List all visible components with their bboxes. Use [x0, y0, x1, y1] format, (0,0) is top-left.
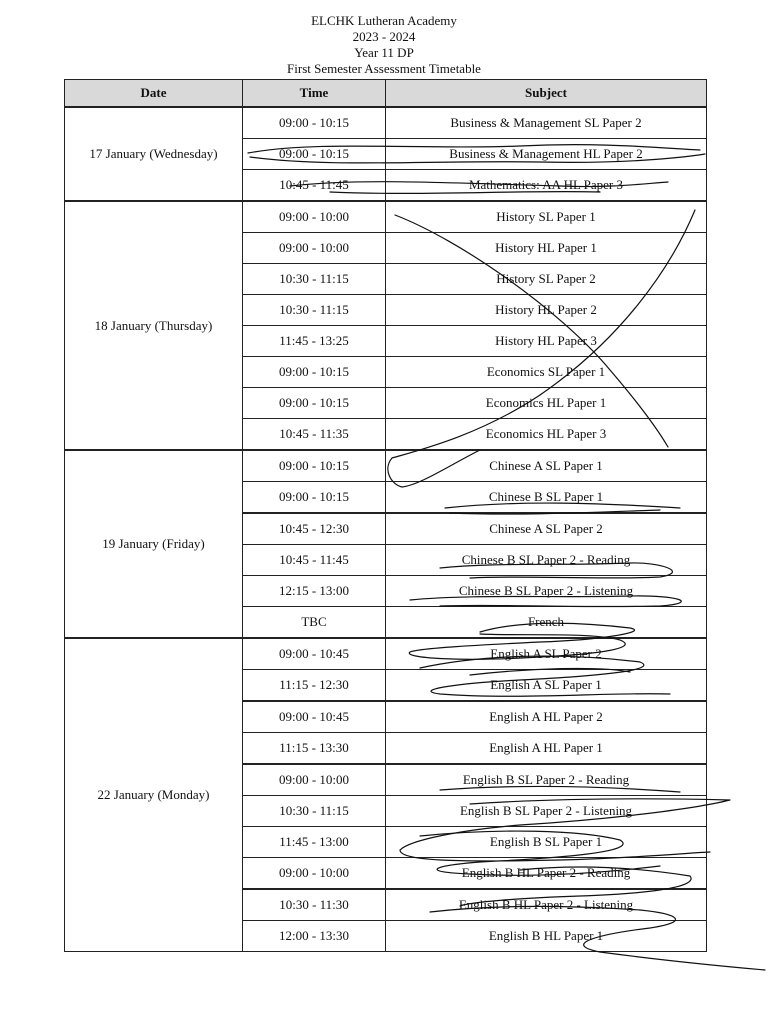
- table-header-row: [65, 80, 707, 108]
- subject-cell: History HL Paper 2: [386, 295, 707, 326]
- time-cell: 09:00 - 10:45: [243, 638, 386, 670]
- grade-level: Year 11 DP: [354, 45, 414, 60]
- subject-cell: History SL Paper 1: [386, 201, 707, 233]
- table-row: [65, 201, 707, 233]
- time-cell: 10:45 - 12:30: [243, 513, 386, 545]
- column-header-subject: Subject: [386, 80, 707, 108]
- subject-cell: Mathematics: AA HL Paper 3: [386, 170, 707, 202]
- date-cell: 19 January (Friday): [65, 450, 243, 638]
- column-header-time: Time: [243, 80, 386, 108]
- subject-cell: Chinese B SL Paper 2 - Reading: [386, 545, 707, 576]
- time-cell: 10:45 - 11:45: [243, 545, 386, 576]
- subject-cell: History SL Paper 2: [386, 264, 707, 295]
- time-cell: 09:00 - 10:00: [243, 764, 386, 796]
- assessment-timetable: [64, 79, 707, 952]
- subject-cell: Chinese A SL Paper 2: [386, 513, 707, 545]
- subject-cell: Economics HL Paper 1: [386, 388, 707, 419]
- subject-cell: English B SL Paper 1: [386, 827, 707, 858]
- subject-cell: Business & Management HL Paper 2: [386, 139, 707, 170]
- subject-cell: English A SL Paper 1: [386, 670, 707, 702]
- date-cell: 22 January (Monday): [65, 638, 243, 952]
- time-cell: 11:45 - 13:00: [243, 827, 386, 858]
- subject-cell: English B SL Paper 2 - Listening: [386, 796, 707, 827]
- time-cell: 10:45 - 11:35: [243, 419, 386, 451]
- time-cell: 12:15 - 13:00: [243, 576, 386, 607]
- table-row: [65, 107, 707, 139]
- time-cell: 09:00 - 10:15: [243, 482, 386, 514]
- time-cell: 09:00 - 10:15: [243, 139, 386, 170]
- time-cell: 09:00 - 10:00: [243, 201, 386, 233]
- subject-cell: English B HL Paper 2 - Reading: [386, 858, 707, 890]
- subject-cell: English B HL Paper 1: [386, 921, 707, 952]
- timetable-body: [65, 107, 707, 952]
- table-row: [65, 638, 707, 670]
- table-row: [65, 450, 707, 482]
- time-cell: 09:00 - 10:00: [243, 233, 386, 264]
- time-cell: 10:30 - 11:15: [243, 295, 386, 326]
- time-cell: 09:00 - 10:15: [243, 388, 386, 419]
- subject-cell: Economics HL Paper 3: [386, 419, 707, 451]
- subject-cell: Business & Management SL Paper 2: [386, 107, 707, 139]
- subject-cell: History HL Paper 1: [386, 233, 707, 264]
- academic-year: 2023 - 2024: [352, 29, 416, 44]
- time-cell: 09:00 - 10:15: [243, 450, 386, 482]
- subject-cell: Chinese B SL Paper 2 - Listening: [386, 576, 707, 607]
- time-cell: 10:30 - 11:15: [243, 264, 386, 295]
- time-cell: 09:00 - 10:15: [243, 357, 386, 388]
- time-cell: 11:45 - 13:25: [243, 326, 386, 357]
- subject-cell: French: [386, 607, 707, 639]
- time-cell: 11:15 - 13:30: [243, 733, 386, 765]
- time-cell: TBC: [243, 607, 386, 639]
- document-header: [0, 13, 768, 77]
- time-cell: 12:00 - 13:30: [243, 921, 386, 952]
- date-cell: 18 January (Thursday): [65, 201, 243, 450]
- subject-cell: English B HL Paper 2 - Listening: [386, 889, 707, 921]
- subject-cell: English A SL Paper 2: [386, 638, 707, 670]
- subject-cell: History HL Paper 3: [386, 326, 707, 357]
- time-cell: 10:30 - 11:30: [243, 889, 386, 921]
- column-header-date: Date: [65, 80, 243, 108]
- document-title: First Semester Assessment Timetable: [287, 61, 481, 76]
- subject-cell: English B SL Paper 2 - Reading: [386, 764, 707, 796]
- subject-cell: Chinese B SL Paper 1: [386, 482, 707, 514]
- time-cell: 09:00 - 10:15: [243, 107, 386, 139]
- time-cell: 11:15 - 12:30: [243, 670, 386, 702]
- date-cell: 17 January (Wednesday): [65, 107, 243, 201]
- time-cell: 09:00 - 10:00: [243, 858, 386, 890]
- school-name: ELCHK Lutheran Academy: [311, 13, 457, 28]
- subject-cell: English A HL Paper 2: [386, 701, 707, 733]
- time-cell: 10:30 - 11:15: [243, 796, 386, 827]
- subject-cell: Chinese A SL Paper 1: [386, 450, 707, 482]
- time-cell: 10:45 - 11:45: [243, 170, 386, 202]
- time-cell: 09:00 - 10:45: [243, 701, 386, 733]
- subject-cell: English A HL Paper 1: [386, 733, 707, 765]
- subject-cell: Economics SL Paper 1: [386, 357, 707, 388]
